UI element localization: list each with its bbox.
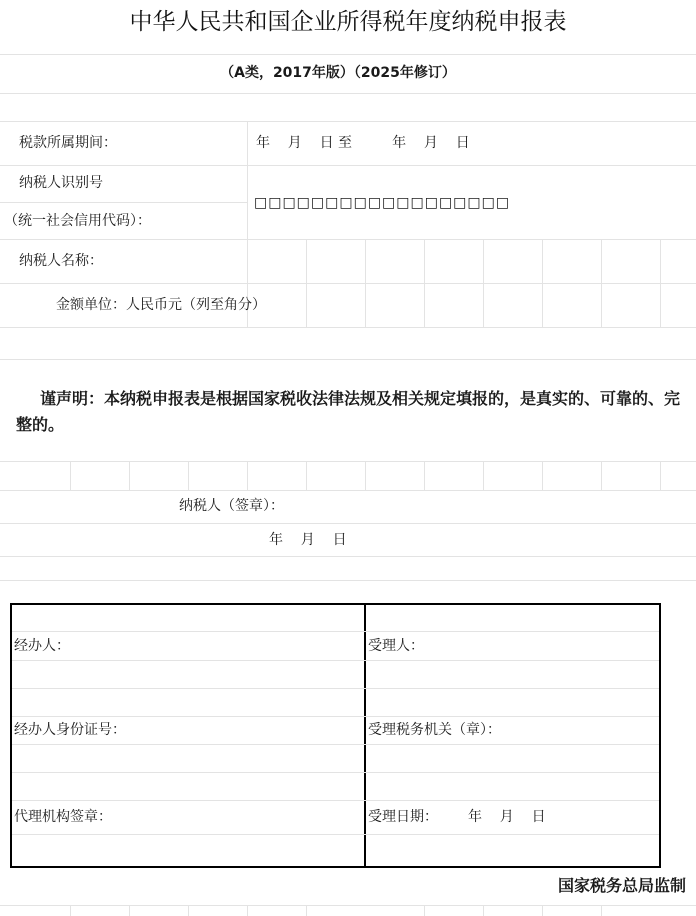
grid-line — [542, 905, 543, 916]
grid-line — [483, 239, 484, 327]
grid-line — [70, 905, 71, 916]
grid-line — [0, 580, 696, 581]
grid-line — [365, 461, 366, 490]
grid-line — [70, 461, 71, 490]
box-divider — [364, 603, 366, 868]
grid-line — [0, 121, 696, 122]
grid-line — [483, 905, 484, 916]
grid-line — [306, 905, 307, 916]
grid-line — [0, 54, 696, 55]
form-subtitle: （A类，2017年版）（2025年修订） — [220, 65, 456, 81]
grid-line — [660, 239, 661, 327]
grid-line — [424, 905, 425, 916]
grid-line — [0, 359, 696, 360]
agency-seal-label: 代理机构签章： — [14, 809, 112, 825]
grid-line — [0, 905, 696, 906]
grid-line — [247, 461, 248, 490]
form-title: 中华人民共和国企业所得税年度纳税申报表 — [129, 9, 567, 35]
grid-line — [0, 461, 696, 462]
grid-line — [0, 93, 696, 94]
taxpayer-id-boxes[interactable]: □□□□□□□□□□□□□□□□□□ — [254, 195, 511, 211]
declaration-text: 谨声明：本纳税申报表是根据国家税收法律法规及相关规定填报的，是真实的、可靠的、完整的。 — [16, 389, 681, 434]
grid-line — [0, 165, 696, 166]
grid-line — [542, 239, 543, 327]
grid-line — [0, 239, 696, 240]
signature-date[interactable]: 年 月 日 — [269, 532, 347, 548]
box-grid-line — [12, 834, 659, 835]
signature-label: 纳税人（签章）： — [179, 498, 284, 514]
receive-date-label: 受理日期： — [368, 809, 438, 825]
box-grid-line — [12, 688, 659, 689]
grid-line — [188, 905, 189, 916]
grid-line — [365, 239, 366, 327]
receive-date-field[interactable]: 年 月 日 — [468, 809, 546, 825]
tax-period-field[interactable]: 年 月 日 至 年 月 日 — [256, 135, 470, 151]
grid-line — [424, 461, 425, 490]
tax-office-label: 受理税务机关（章）： — [368, 722, 501, 738]
footer-supervisor: 国家税务总局监制 — [557, 876, 686, 895]
box-grid-line — [12, 660, 659, 661]
box-grid-line — [12, 716, 659, 717]
grid-line — [601, 461, 602, 490]
box-grid-line — [12, 744, 659, 745]
grid-line — [0, 556, 696, 557]
grid-line — [247, 905, 248, 916]
grid-line — [0, 283, 696, 284]
grid-line — [601, 905, 602, 916]
grid-line — [483, 461, 484, 490]
taxpayer-id-label: 纳税人识别号 — [19, 175, 103, 191]
grid-line — [0, 327, 696, 328]
grid-line — [306, 461, 307, 490]
grid-line — [424, 239, 425, 327]
grid-line — [601, 239, 602, 327]
taxpayer-name-label: 纳税人名称： — [19, 253, 103, 269]
grid-line — [660, 461, 661, 490]
amount-unit-label: 金额单位：人民币元（列至角分） — [56, 297, 266, 313]
grid-line — [0, 523, 696, 524]
agent-label: 经办人： — [14, 638, 70, 654]
agent-id-label: 经办人身份证号： — [14, 722, 126, 738]
grid-line — [0, 490, 696, 491]
box-grid-line — [12, 631, 659, 632]
grid-line — [129, 461, 130, 490]
grid-line — [129, 905, 130, 916]
grid-line — [188, 461, 189, 490]
grid-line — [0, 202, 248, 203]
receiver-label: 受理人： — [368, 638, 424, 654]
box-grid-line — [12, 800, 659, 801]
credit-code-label: （统一社会信用代码）： — [4, 213, 151, 229]
grid-line — [306, 239, 307, 327]
tax-period-label: 税款所属期间： — [19, 135, 117, 151]
box-grid-line — [12, 772, 659, 773]
grid-line — [542, 461, 543, 490]
